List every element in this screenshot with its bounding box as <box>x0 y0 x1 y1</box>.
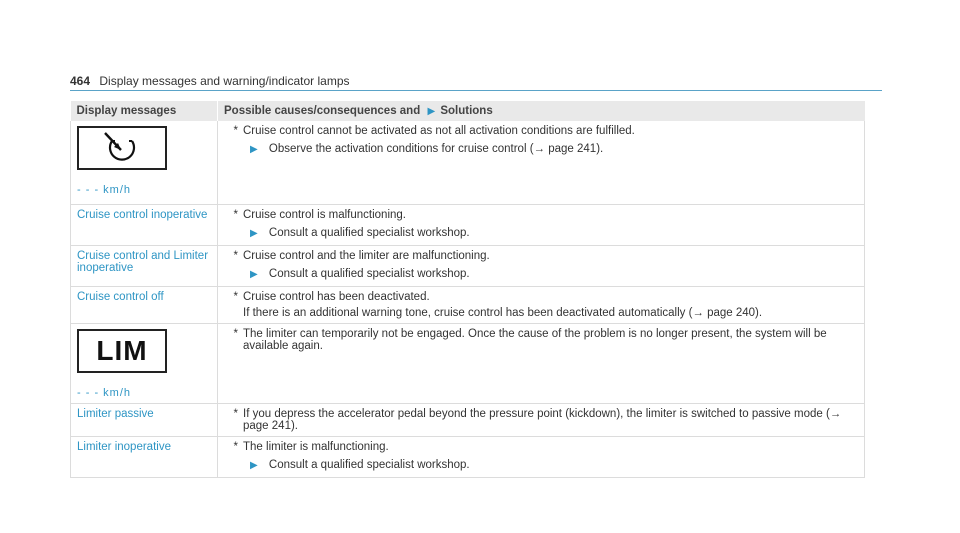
display-message: Cruise control off <box>77 290 164 303</box>
bullet-star: * <box>233 440 238 453</box>
cause-text: Cruise control and the limiter are malfunctioning. <box>243 249 490 262</box>
cause-cell <box>218 121 865 204</box>
play-arrow-icon: ▶ <box>250 459 258 471</box>
cause-text: If you depress the accelerator pedal beyond the pressure point (kickdown), the limiter is switched to passive mode (→ page 241). <box>243 407 842 432</box>
cause-text: Cruise control has been deactivated. <box>243 290 430 303</box>
table-header-row <box>71 101 865 121</box>
message-cell <box>71 436 218 477</box>
display-message: Limiter inoperative <box>77 440 171 453</box>
speed-readout: - - - km/h <box>77 386 131 399</box>
page-header <box>70 74 882 88</box>
display-message: Cruise control and Limiter inoperative <box>77 249 209 274</box>
page-number: 464 <box>70 74 91 88</box>
play-arrow-icon: ▶ <box>250 144 258 155</box>
message-cell <box>71 204 218 245</box>
bullet-star: * <box>233 208 238 221</box>
solution-text: Consult a qualified specialist workshop. <box>268 267 470 280</box>
table-row <box>71 323 865 403</box>
solution-text: Consult a qualified specialist workshop. <box>268 458 470 471</box>
display-message: Limiter passive <box>77 407 154 420</box>
table-row <box>71 436 865 477</box>
bullet-star: * <box>233 290 238 303</box>
page-title: Display messages and warning/indicator lamps <box>99 74 350 88</box>
column-header-solutions: Solutions <box>440 105 493 117</box>
bullet-star: * <box>233 327 238 340</box>
solution-text: Consult a qualified specialist workshop. <box>268 226 470 239</box>
detail-text: If there is an additional warning tone, cruise control has been deactivated automatically (→ page 240). <box>243 306 763 319</box>
speed-readout: - - - km/h <box>77 184 131 196</box>
cause-text: Cruise control cannot be activated as not all activation conditions are fulfilled. <box>243 125 635 137</box>
solution-text: Observe the activation conditions for cruise control (→ page 241). <box>268 143 604 155</box>
message-cell <box>71 245 218 286</box>
table-row <box>71 403 865 436</box>
cause-cell <box>218 245 865 286</box>
table-row <box>71 121 865 204</box>
cause-cell <box>218 323 865 403</box>
display-message: Cruise control inoperative <box>77 208 208 221</box>
column-header-causes-solutions <box>218 101 865 121</box>
cause-cell <box>218 403 865 436</box>
message-cell <box>71 121 218 204</box>
limiter-icon <box>77 329 167 373</box>
bullet-star: * <box>233 249 238 262</box>
cause-text: The limiter is malfunctioning. <box>243 440 389 453</box>
table-row <box>71 286 865 323</box>
bullet-star: * <box>233 125 238 137</box>
cause-cell <box>218 286 865 323</box>
cause-cell <box>218 204 865 245</box>
play-arrow-icon: ▶ <box>250 227 258 239</box>
table-row <box>71 204 865 245</box>
column-header-causes: Possible causes/consequences and <box>224 105 421 117</box>
message-cell <box>71 286 218 323</box>
display-messages-table <box>70 101 865 478</box>
column-header-display-messages: Display messages <box>71 101 218 121</box>
cause-text: The limiter can temporarily not be engaged. Once the cause of the problem is no longer present, the system will be available again. <box>243 327 827 352</box>
cause-cell <box>218 436 865 477</box>
play-arrow-icon: ▶ <box>250 268 258 280</box>
play-arrow-icon: ▶ <box>427 106 436 117</box>
bullet-star: * <box>233 407 238 420</box>
cruise-control-gauge-icon <box>77 126 167 170</box>
message-cell <box>71 403 218 436</box>
limiter-icon-text: LIM <box>96 334 148 366</box>
table-row <box>71 245 865 286</box>
message-cell <box>71 323 218 403</box>
header-divider <box>70 90 882 91</box>
cause-text: Cruise control is malfunctioning. <box>243 208 406 221</box>
